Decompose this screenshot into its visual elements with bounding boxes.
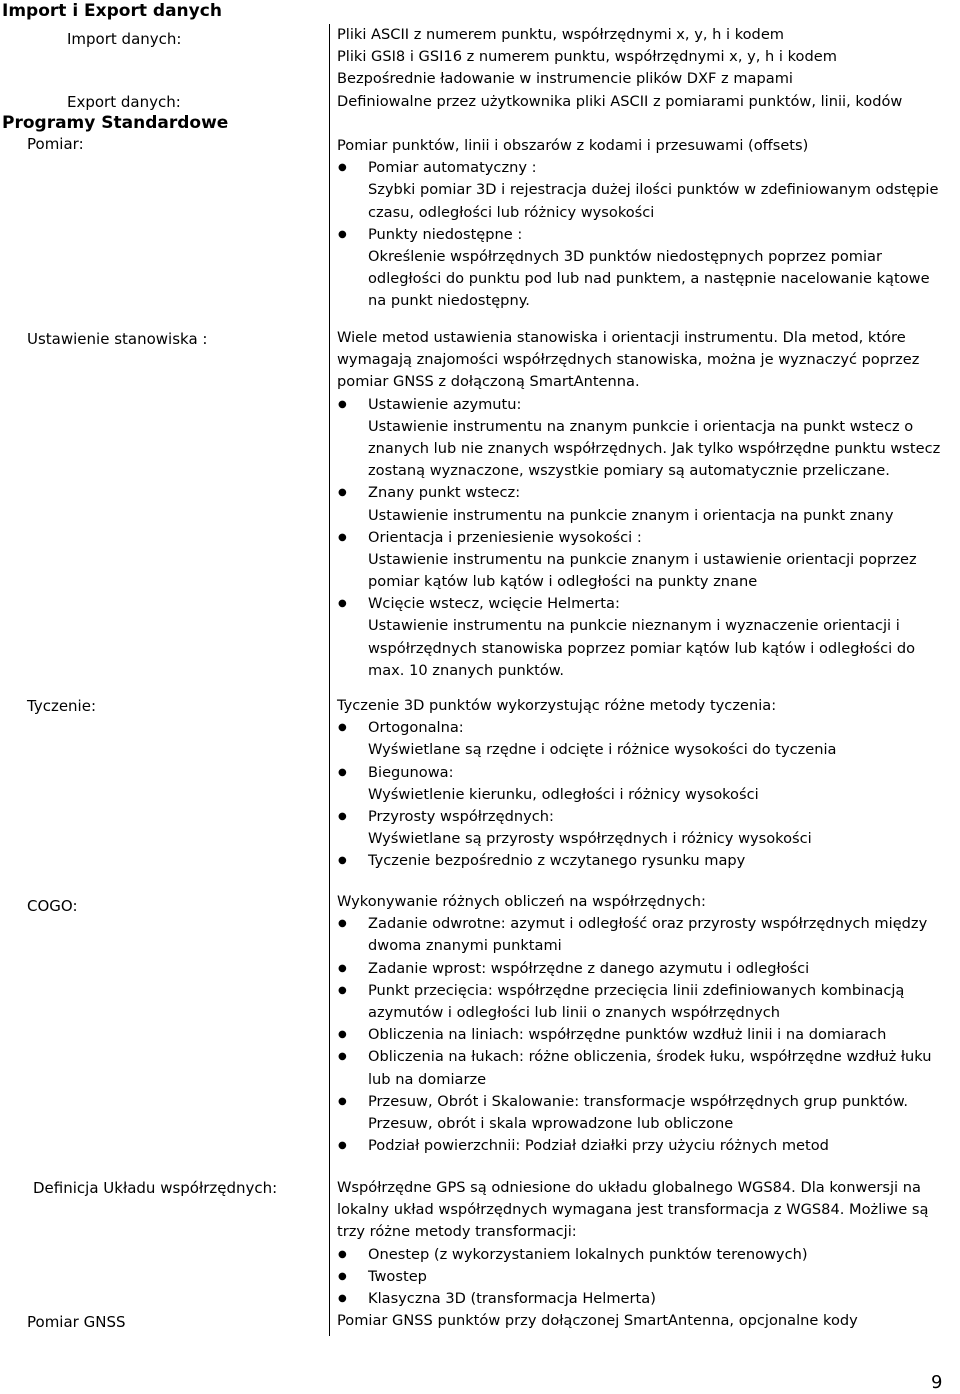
bullet-item: ● Klasyczna 3D (transformacja Helmerta) <box>337 1288 957 1310</box>
page-number: 9 <box>931 1372 943 1393</box>
import-line: Pliki ASCII z numerem punktu, współrzędnymi x, y, h i kodem <box>337 26 785 43</box>
tyczenie-section <box>337 695 957 873</box>
bullet-item: ● Onestep (z wykorzystaniem lokalnych punktów terenowych) <box>337 1244 957 1266</box>
bullet-text: Ustawienie instrumentu na punkcie znanym i orientacja na punkt znany <box>368 506 894 524</box>
bullet-item: ● Ustawienie azymutu: <box>337 394 957 416</box>
bullet-text: Ustawienie instrumentu na punkcie znanym i ustawienie orientacji poprzez <box>368 550 917 568</box>
import-section <box>337 24 957 113</box>
bullet-text: lub na domiarze <box>368 1070 487 1088</box>
import-line: Pliki GSI8 i GSI16 z numerem punktu, współrzędnymi x, y, h i kodem <box>337 48 837 66</box>
bullet-text: Ustawienie instrumentu na punkcie nieznanym i wyznaczenie orientacji i <box>368 617 900 635</box>
label-pomiar: Pomiar: <box>27 135 84 153</box>
bullet-text: azymutów i odległości lub linii o znanych współrzędnych <box>368 1003 780 1021</box>
bullet-text: Wyświetlane są rzędne i odcięte i różnice wysokości do tyczenia <box>368 741 837 759</box>
export-line: Definiowalne przez użytkownika pliki ASCII z pomiarami punktów, linii, kodów <box>337 92 903 110</box>
label-cogo: COGO: <box>27 897 78 915</box>
bullet-item: ● Obliczenia na łukach: różne obliczenia, środek łuku, współrzędne wzdłuż łuku <box>337 1046 957 1068</box>
label-export: Export danych: <box>67 93 181 111</box>
ustawienie-intro: Wiele metod ustawienia stanowiska i orientacji instrumentu. Dla metod, które <box>337 329 906 346</box>
label-definicja: Definicja Układu współrzędnych: <box>33 1179 278 1197</box>
heading-import-export: Import i Export danych <box>2 1 222 21</box>
bullet-item: ● Ortogonalna: <box>337 717 957 739</box>
bullet-item: ● Tyczenie bezpośrednio z wczytanego rysunku mapy <box>337 850 957 872</box>
bullet-text: współrzędnych stanowiska poprzez pomiar kątów lub kątów i odległości do <box>368 639 916 657</box>
bullet-text: Szybki pomiar 3D i rejestracja dużej ilości punktów w zdefiniowanym odstępie <box>368 181 939 199</box>
bullet-item: ● Obliczenia na liniach: współrzędne punktów wzdłuż linii i na domiarach <box>337 1024 957 1046</box>
bullet-text: Wyświetlane są przyrosty współrzędnych i różnicy wysokości <box>368 830 812 848</box>
pomiar-section <box>337 135 957 313</box>
pomiar-intro: Pomiar punktów, linii i obszarów z kodami i przesuwami (offsets) <box>337 137 809 154</box>
bullet-item: ● Wcięcie wstecz, wcięcie Helmerta: <box>337 593 957 615</box>
bullet-text: czasu, odległości lub różnicy wysokości <box>368 203 655 221</box>
ustawienie-intro: pomiar GNSS z dołączoną SmartAntenna. <box>337 373 640 391</box>
bullet-text: Wyświetlenie kierunku, odległości i różnicy wysokości <box>368 785 759 803</box>
bullet-text: Określenie współrzędnych 3D punktów niedostępnych poprzez pomiar <box>368 247 882 265</box>
cogo-intro: Wykonywanie różnych obliczeń na współrzędnych: <box>337 893 706 910</box>
label-import: Import danych: <box>67 30 182 48</box>
ustawienie-section <box>337 327 957 682</box>
heading-programs: Programy Standardowe <box>2 113 229 133</box>
bullet-item: ● Przesuw, Obrót i Skalowanie: transformacje współrzędnych grup punktów. <box>337 1091 957 1113</box>
bullet-text: dwoma znanymi punktami <box>368 937 562 955</box>
definicja-intro: Współrzędne GPS są odniesione do układu globalnego WGS84. Dla konwersji na <box>337 1179 921 1196</box>
bullet-item: ● Orientacja i przeniesienie wysokości : <box>337 527 957 549</box>
bullet-text: odległości do punktu pod lub nad punktem, a następnie nacelowanie kątowe <box>368 270 930 288</box>
label-tyczenie: Tyczenie: <box>27 697 97 715</box>
bullet-item: ● Podział powierzchnii: Podział działki przy użyciu różnych metod <box>337 1135 957 1157</box>
ustawienie-intro: wymagają znajomości współrzędnych stanowiska, można je wyznaczyć poprzez <box>337 351 920 369</box>
bullet-item: ● Biegunowa: <box>337 762 957 784</box>
label-gnss: Pomiar GNSS <box>27 1313 126 1331</box>
bullet-item: ● Punkty niedostępne : <box>337 224 957 246</box>
bullet-item: ● Znany punkt wstecz: <box>337 482 957 504</box>
bullet-item: ● Pomiar automatyczny : <box>337 157 957 179</box>
definicja-section <box>337 1177 957 1332</box>
definicja-intro: trzy różne metody transformacji: <box>337 1223 577 1241</box>
bullet-item: ● Przyrosty współrzędnych: <box>337 806 957 828</box>
bullet-text: zostaną wyznaczone, wszystkie pomiary są automatycznie przeliczane. <box>368 462 890 480</box>
import-line: Bezpośrednie ładowanie w instrumencie plików DXF z mapami <box>337 70 793 88</box>
definicja-intro: lokalny układ współrzędnych wymagana jest transformacja z WGS84. Możliwe są <box>337 1201 929 1219</box>
bullet-text: Ustawienie instrumentu na znanym punkcie i orientacja na punkt wstecz o <box>368 417 914 435</box>
bullet-text: max. 10 znanych punktów. <box>368 661 565 679</box>
bullet-text: pomiar kątów lub kątów i odległości na punkty znane <box>368 573 758 591</box>
label-ustawienie: Ustawienie stanowiska : <box>27 330 208 348</box>
bullet-item: ● Punkt przecięcia: współrzędne przecięcia linii zdefiniowanych kombinacją <box>337 980 957 1002</box>
cogo-section <box>337 891 957 1157</box>
tyczenie-intro: Tyczenie 3D punktów wykorzystując różne metody tyczenia: <box>337 697 777 714</box>
gnss-line: Pomiar GNSS punktów przy dołączonej SmartAntenna, opcjonalne kody <box>337 1312 858 1330</box>
bullet-text: Przesuw, obrót i skala wprowadzone lub obliczone <box>368 1114 734 1132</box>
column-divider <box>329 24 330 1336</box>
bullet-item: ● Zadanie wprost: współrzędne z danego azymutu i odległości <box>337 958 957 980</box>
bullet-text: na punkt niedostępny. <box>368 292 530 310</box>
bullet-text: znanych lub nie znanych współrzędnych. Jak tylko współrzędne punktu wstecz <box>368 439 941 457</box>
bullet-item: ● Twostep <box>337 1266 957 1288</box>
bullet-item: ● Zadanie odwrotne: azymut i odległość oraz przyrosty współrzędnych między <box>337 913 957 935</box>
